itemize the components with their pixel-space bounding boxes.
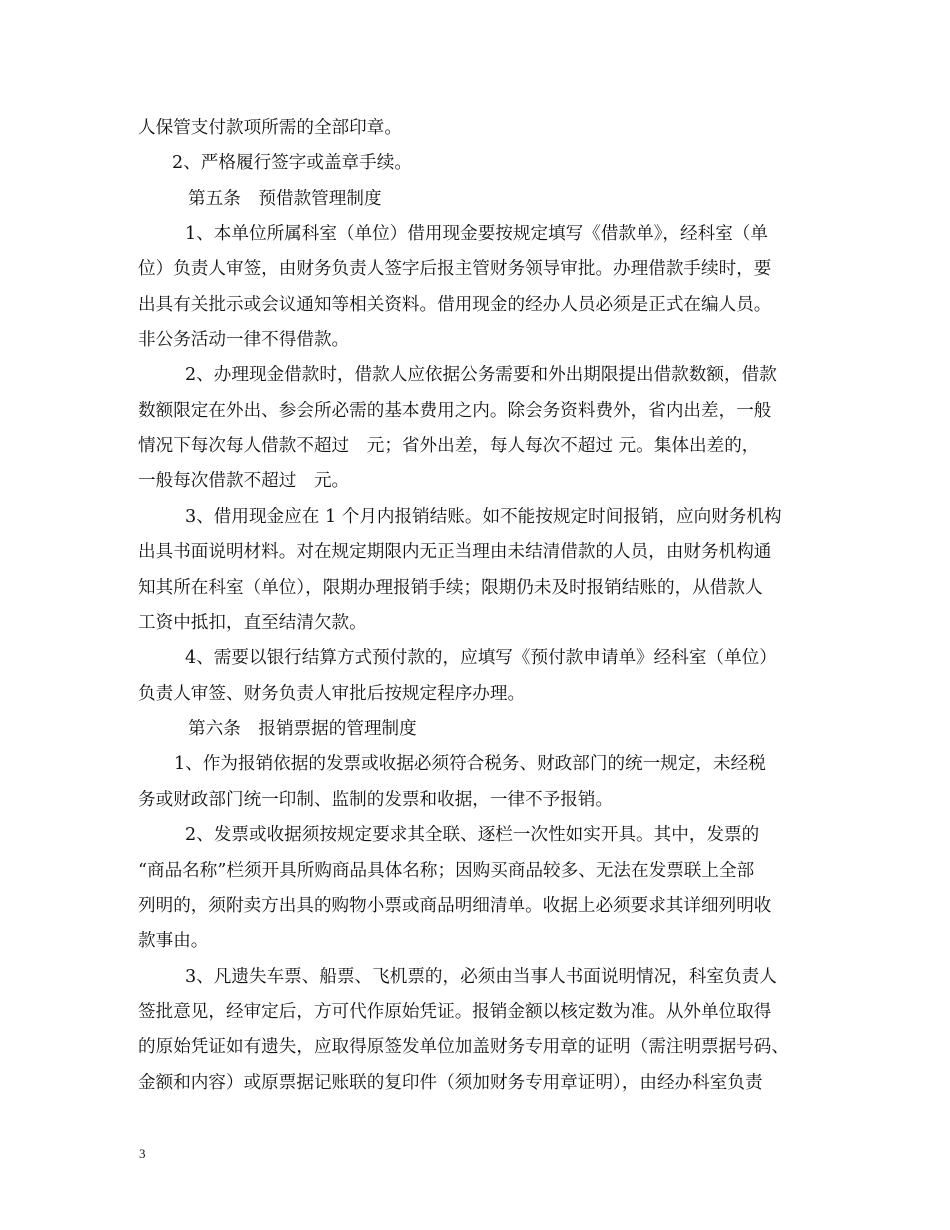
text-line-9: 数额限定在外出、参会所必需的基本费用之内。除会务资料费外，省内出差，一般: [138, 401, 772, 421]
text-line-8: 2、办理现金借款时，借款人应依据公务需要和外出期限提出借款数额，借款: [185, 365, 777, 385]
text-line-7: 非公务活动一律不得借款。: [138, 330, 350, 350]
text-line-13: 出具书面说明材料。对在规定期限内无正当理由未结清借款的人员，由财务机构通: [138, 542, 772, 562]
text-line-16: 4、需要以银行结算方式预付款的，应填写《预付款申请单》经科室（单位）: [185, 648, 777, 668]
text-line-20: 务或财政部门统一印制、监制的发票和收据，一律不予报销。: [138, 790, 614, 810]
text-line-26: 签批意见，经审定后，方可代作原始凭证。报销金额以核定数为准。从外单位取得: [138, 1002, 772, 1022]
text-line-21: 2、发票或收据须按规定要求其全联、逐栏一次性如实开具。其中，发票的: [185, 825, 760, 845]
text-line-14: 知其所在科室（单位），限期办理报销手续；限期仍未及时报销结账的，从借款人: [138, 578, 763, 598]
text-line-28: 金额和内容）或原票据记账联的复印件（须加财务专用章证明），由经办科室负责: [138, 1073, 763, 1093]
page-number: 3: [139, 1146, 146, 1161]
text-line-19: 1、作为报销依据的发票或收据必须符合税务、财政部门的统一规定，未经税: [174, 754, 766, 774]
text-line-24: 款事由。: [138, 931, 209, 951]
text-line-5: 位）负责人审签，由财务负责人签字后报主管财务领导审批。办理借款手续时，要: [138, 259, 772, 279]
text-line-4: 1、本单位所属科室（单位）借用现金要按规定填写《借款单》，经科室（单: [185, 224, 768, 244]
text-line-10: 情况下每次每人借款不超过 元；省外出差，每人每次不超过 元。集体出差的，: [138, 436, 760, 456]
text-line-15: 工资中抵扣，直至结清欠款。: [138, 613, 367, 633]
text-line-1: 人保管支付款项所需的全部印章。: [138, 118, 402, 138]
section-heading-5: 第五条 预借款管理制度: [188, 189, 382, 209]
text-line-2: 2、严格履行签字或盖章手续。: [172, 153, 412, 173]
section-heading-6: 第六条 报销票据的管理制度: [188, 719, 417, 739]
text-line-25: 3、凡遗失车票、船票、飞机票的，必须由当事人书面说明情况，科室负责人: [185, 967, 777, 987]
text-line-12: 3、借用现金应在 1 个月内报销结账。如不能按规定时间报销，应向财务机构: [185, 507, 782, 527]
text-line-22: “商品名称”栏须开具所购商品具体名称；因购买商品较多、无法在发票联上全部: [138, 861, 755, 881]
text-line-23: 列明的，须附卖方出具的购物小票或商品明细清单。收据上必须要求其详细列明收: [138, 896, 772, 916]
text-line-6: 出具有关批示或会议通知等相关资料。借用现金的经办人员必须是正式在编人员。: [138, 295, 772, 315]
text-line-11: 一般每次借款不超过 元。: [138, 471, 350, 491]
text-line-17: 负责人审签、财务负责人审批后按规定程序办理。: [138, 684, 526, 704]
text-line-27: 的原始凭证如有遗失，应取得原签发单位加盖财务专用章的证明（需注明票据号码、: [138, 1037, 789, 1057]
